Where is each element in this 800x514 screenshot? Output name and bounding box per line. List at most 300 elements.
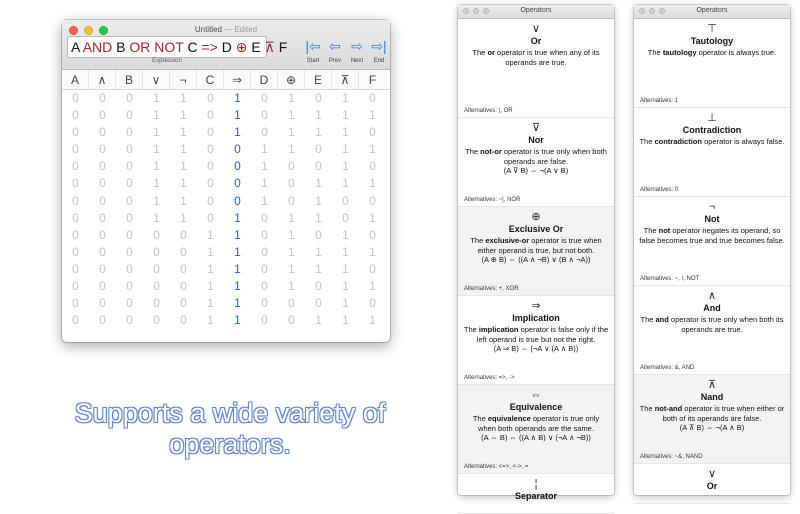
document-name: Untitled (194, 25, 222, 34)
table-cell: 0 (180, 227, 187, 242)
table-cell: 0 (126, 296, 133, 311)
operator-symbol-icon: ⇒ (531, 300, 541, 312)
table-cell: 0 (369, 193, 376, 208)
column-header[interactable]: ⊼ (332, 70, 359, 89)
column-header[interactable]: F (368, 73, 377, 87)
table-cell: 0 (99, 91, 106, 105)
operator-name: Or (706, 481, 718, 491)
table-cell: 1 (288, 108, 295, 123)
table-cell: 1 (342, 142, 349, 157)
description-text: The (472, 414, 488, 423)
operator-keyword: tautology (662, 48, 697, 57)
table-cell: 0 (180, 279, 187, 294)
operator-card[interactable] (458, 296, 614, 385)
table-cell: 1 (288, 227, 295, 242)
operator-card[interactable] (458, 118, 614, 207)
description-text: operator is true when either operand is true, but not both. (477, 236, 602, 255)
table-cell: 0 (72, 227, 79, 242)
table-cell: 0 (261, 91, 268, 105)
table-cell: 0 (207, 125, 214, 140)
table-cell: 1 (153, 125, 160, 140)
table-cell: 0 (369, 159, 376, 174)
table-row[interactable] (62, 158, 390, 175)
table-cell: 0 (72, 279, 79, 294)
table-cell: 0 (369, 227, 376, 242)
operator-name: Equivalence (509, 402, 563, 412)
expression-variable: F (278, 39, 288, 55)
operator-symbol-icon: ¬ (708, 201, 716, 213)
result-cell: 1 (234, 261, 241, 276)
table-cell: 0 (72, 159, 79, 174)
operator-name: Nand (700, 392, 724, 402)
table-row[interactable] (62, 124, 390, 141)
table-cell: 1 (288, 142, 295, 157)
description-text: The (472, 48, 488, 57)
table-cell: 0 (288, 176, 295, 191)
table-cell: 0 (153, 313, 160, 328)
table-row[interactable] (62, 261, 390, 278)
table-row[interactable] (62, 210, 390, 227)
table-cell: 0 (72, 244, 79, 259)
operator-symbol-icon: ⊼ (707, 379, 717, 391)
table-cell: 0 (369, 91, 376, 105)
operator-symbol-icon: ⊽ (531, 122, 541, 134)
table-cell: 1 (315, 210, 322, 225)
nav-end-arrow-icon: ⇨| (371, 38, 387, 54)
table-cell: 1 (153, 142, 160, 157)
table-cell: 0 (315, 142, 322, 157)
promo-caption: Supports a wide variety of operators. (74, 398, 386, 459)
description-text: operator is always false. (701, 137, 785, 146)
panel-title: Operators (696, 7, 728, 14)
description-text: operator is true when any of its operands are true. (494, 48, 600, 67)
operator-symbol-icon: ∨ (707, 468, 717, 480)
table-cell: 1 (342, 296, 349, 311)
table-cell: 1 (369, 313, 376, 328)
table-cell: 1 (207, 296, 214, 311)
table-cell: 1 (153, 91, 160, 105)
table-cell: 0 (315, 227, 322, 242)
operator-keyword: implication (478, 325, 519, 334)
operator-name: Exclusive Or (508, 224, 564, 234)
table-cell: 1 (342, 176, 349, 191)
table-cell: 0 (369, 125, 376, 140)
table-cell: 0 (72, 108, 79, 123)
table-cell: 0 (126, 142, 133, 157)
expression-operator: NOT (154, 39, 184, 55)
result-cell: 0 (234, 176, 241, 191)
table-cell: 0 (207, 159, 214, 174)
table-cell: 0 (315, 159, 322, 174)
table-cell: 0 (72, 296, 79, 311)
table-cell: 0 (99, 261, 106, 276)
result-cell: 0 (234, 142, 241, 157)
table-cell: 0 (72, 261, 79, 276)
table-row[interactable] (62, 227, 390, 244)
description-text: operator is true when either or both of its operands are false. (662, 404, 785, 423)
result-cell: 1 (234, 91, 241, 105)
table-cell: 0 (288, 159, 295, 174)
table-cell: 1 (261, 176, 268, 191)
table-cell: 1 (369, 108, 376, 123)
operator-alternatives: Alternatives: +, XOR (464, 286, 519, 292)
operator-keyword: not-or (480, 147, 502, 156)
operator-card[interactable] (634, 375, 790, 464)
nav-start-arrow-icon: |⇦ (305, 38, 321, 54)
operator-alternatives: Alternatives: 0 (640, 187, 679, 193)
table-cell: 0 (261, 296, 268, 311)
table-row[interactable] (62, 107, 390, 124)
operator-card[interactable] (458, 474, 614, 514)
operator-card[interactable] (634, 286, 790, 375)
expression-operator: OR (129, 39, 151, 55)
table-cell: 1 (342, 261, 349, 276)
table-cell: 1 (369, 142, 376, 157)
expression-variable: C (187, 39, 198, 55)
description-text: The (643, 226, 659, 235)
table-cell: 0 (261, 227, 268, 242)
table-cell: 0 (180, 261, 187, 276)
column-header[interactable]: ∧ (89, 70, 116, 89)
table-cell: 0 (288, 313, 295, 328)
nav-start-button[interactable] (302, 38, 324, 64)
table-cell: 0 (126, 279, 133, 294)
result-cell: 1 (234, 279, 241, 294)
table-row[interactable] (62, 193, 390, 210)
nav-next-arrow-icon: ⇨ (351, 38, 363, 54)
description-text: operator is true only when both operands are the same. (478, 414, 600, 433)
table-cell: 0 (126, 261, 133, 276)
table-cell: 1 (153, 210, 160, 225)
table-cell: 0 (126, 108, 133, 123)
table-cell: 0 (126, 176, 133, 191)
operator-name: Nor (528, 135, 544, 145)
table-cell: 0 (72, 193, 79, 208)
table-cell: 0 (72, 91, 79, 105)
table-cell: 1 (180, 108, 187, 123)
table-cell: 0 (180, 296, 187, 311)
operator-symbol-icon: ¦ (534, 478, 538, 490)
result-cell: 0 (234, 193, 241, 208)
expression-label: Expression (152, 58, 182, 64)
operator-alternatives: Alternatives: <=>, <->, = (464, 464, 529, 470)
operator-card[interactable] (634, 197, 790, 286)
table-cell: 1 (153, 176, 160, 191)
table-cell: 0 (126, 210, 133, 225)
operator-keyword: exclusive-or (485, 236, 530, 245)
table-cell: 1 (261, 159, 268, 174)
table-cell: 1 (315, 176, 322, 191)
operator-alternatives: Alternatives: &, AND (640, 365, 695, 371)
expression-operator: => (201, 39, 218, 55)
nav-label: Start (306, 58, 320, 64)
operator-name: Not (704, 214, 720, 224)
table-row[interactable] (62, 295, 390, 312)
operator-keyword: contradiction (654, 137, 702, 146)
window-title (62, 25, 390, 34)
description-text: The (639, 404, 655, 413)
description-text: operator is true only when both its operands are true. (668, 315, 784, 334)
operator-alternatives: Alternatives: 1 (640, 98, 679, 104)
description-text: operator is always true. (696, 48, 777, 57)
operator-description (463, 414, 609, 433)
table-cell: 1 (342, 244, 349, 259)
table-cell: 1 (207, 227, 214, 242)
operator-name: Contradiction (682, 125, 742, 135)
table-cell: 0 (126, 227, 133, 242)
table-cell: 1 (180, 210, 187, 225)
table-cell: 0 (126, 91, 133, 105)
table-cell: 0 (261, 108, 268, 123)
result-cell: 1 (234, 296, 241, 311)
table-cell: 0 (261, 313, 268, 328)
operator-description (639, 137, 785, 147)
table-cell: 1 (342, 108, 349, 123)
table-cell: 0 (207, 210, 214, 225)
table-cell: 1 (315, 313, 322, 328)
table-cell: 1 (342, 279, 349, 294)
operator-card[interactable] (458, 385, 614, 474)
table-cell: 1 (342, 91, 349, 105)
expression-variable: E (251, 39, 261, 55)
table-cell: 0 (288, 296, 295, 311)
description-text: The (647, 48, 663, 57)
operator-formula: (A ⊼ B) ⇔ ¬(A ∧ B) (679, 423, 745, 432)
column-header[interactable]: D (251, 70, 278, 89)
table-cell: 0 (99, 296, 106, 311)
description-text: The (465, 147, 481, 156)
table-cell: 0 (288, 193, 295, 208)
table-cell: 0 (261, 210, 268, 225)
table-cell: 0 (72, 125, 79, 140)
operator-symbol-icon: ⇔ (530, 389, 542, 401)
edited-indicator: — Edited (224, 25, 258, 34)
table-cell: 1 (180, 91, 187, 105)
table-cell: 0 (207, 142, 214, 157)
table-cell: 1 (288, 261, 295, 276)
operator-name: Implication (512, 313, 560, 323)
nav-prev-button[interactable] (324, 38, 346, 64)
table-cell: 0 (99, 227, 106, 242)
expression-operator: ⊼ (264, 39, 275, 55)
table-cell: 0 (153, 244, 160, 259)
table-cell: 0 (99, 108, 106, 123)
operator-alternatives: Alternatives: ~&, NAND (640, 454, 703, 460)
operator-keyword: equivalence (487, 414, 531, 423)
window-titlebar (62, 20, 390, 70)
operator-symbol-icon: ∧ (707, 290, 717, 302)
operator-description (639, 404, 785, 423)
table-row[interactable] (62, 90, 390, 107)
operator-card[interactable] (634, 464, 790, 504)
table-row[interactable] (62, 244, 390, 261)
description-text: The (639, 137, 655, 146)
table-cell: 0 (261, 279, 268, 294)
table-cell: 0 (315, 296, 322, 311)
table-cell: 0 (261, 261, 268, 276)
table-cell: 1 (153, 159, 160, 174)
column-header[interactable]: ¬ (170, 70, 197, 89)
table-cell: 1 (288, 244, 295, 259)
table-cell: 1 (261, 193, 268, 208)
table-cell: 1 (342, 313, 349, 328)
operator-symbol-icon: ∨ (531, 23, 541, 35)
column-header[interactable]: A (62, 70, 89, 89)
table-cell: 1 (288, 279, 295, 294)
operator-description (463, 325, 609, 344)
table-cell: 0 (207, 108, 214, 123)
column-header[interactable]: ⇒ (224, 70, 251, 89)
table-cell: 1 (207, 279, 214, 294)
table-cell: 1 (369, 244, 376, 259)
result-cell: 1 (234, 210, 241, 225)
table-cell: 1 (315, 125, 322, 140)
result-cell: 1 (234, 108, 241, 123)
column-header[interactable]: ∨ (143, 70, 170, 89)
table-cell: 1 (288, 125, 295, 140)
table-cell: 1 (207, 244, 214, 259)
operator-alternatives: Alternatives: ~, !, NOT (640, 276, 700, 282)
table-cell: 0 (72, 313, 79, 328)
expression-variable: D (221, 39, 232, 55)
table-cell: 0 (72, 176, 79, 191)
table-row[interactable] (62, 278, 390, 295)
column-header[interactable]: C (197, 70, 224, 89)
expression-input[interactable] (67, 36, 288, 58)
operator-description (463, 147, 609, 166)
table-cell: 0 (153, 261, 160, 276)
table-cell: 0 (99, 279, 106, 294)
table-cell: 1 (180, 125, 187, 140)
table-cell: 0 (126, 125, 133, 140)
table-cell: 1 (261, 142, 268, 157)
table-cell: 0 (207, 193, 214, 208)
nav-label: Next (350, 58, 364, 64)
expression-operator: ⊕ (235, 39, 248, 55)
table-cell: 0 (99, 244, 106, 259)
table-cell: 0 (99, 142, 106, 157)
table-cell: 1 (369, 279, 376, 294)
operator-formula: (A ⇔ B) ⇔ ((A ∧ B) ∨ (¬A ∧ ¬B)) (481, 433, 591, 442)
panel-titlebar (458, 5, 614, 19)
operators-panel-left (458, 5, 614, 501)
nav-next-button[interactable] (346, 38, 368, 64)
operator-formula: (A ⊽ B) ⇔ ¬(A ∨ B) (503, 166, 569, 175)
table-cell: 1 (153, 108, 160, 123)
table-cell: 1 (180, 193, 187, 208)
operator-formula: (A ⊕ B) ⇔ ((A ∧ ¬B) ∨ (B ∧ ¬A)) (481, 255, 591, 264)
operator-symbol-icon: ⊥ (707, 112, 717, 124)
table-cell: 1 (315, 244, 322, 259)
operator-description (463, 236, 609, 255)
table-cell: 0 (153, 279, 160, 294)
table-cell: 0 (180, 313, 187, 328)
table-cell: 1 (342, 159, 349, 174)
table-cell: 0 (99, 159, 106, 174)
table-cell: 0 (369, 261, 376, 276)
table-cell: 1 (369, 176, 376, 191)
operator-card[interactable] (458, 19, 614, 118)
table-cell: 0 (180, 244, 187, 259)
column-header[interactable]: ⊕ (278, 70, 305, 89)
panel-title: Operators (520, 7, 552, 14)
description-text: operator is false only if the left operand is true but not the right. (476, 325, 609, 344)
table-cell: 0 (315, 91, 322, 105)
description-text: operator negates its operand, so false becomes true and true becomes false. (639, 226, 785, 245)
operator-formula: (A ⇒ B) ⇔ (¬A ∨ (A ∧ B)) (493, 344, 579, 353)
table-cell: 0 (342, 210, 349, 225)
truth-table-window (62, 20, 390, 342)
description-text: The (463, 325, 479, 334)
operator-keyword: and (655, 315, 669, 324)
operator-alternatives: Alternatives: ~|, NOR (464, 197, 521, 203)
expression-operator: AND (82, 39, 113, 55)
operator-description (639, 315, 785, 334)
table-cell: 0 (153, 296, 160, 311)
operator-keyword: not-and (654, 404, 683, 413)
table-cell: 0 (207, 91, 214, 105)
nav-end-button[interactable] (368, 38, 390, 64)
description-text: The (470, 236, 486, 245)
table-cell: 1 (315, 193, 322, 208)
column-header[interactable]: E (305, 70, 332, 89)
nav-label: End (373, 58, 385, 64)
table-cell: 1 (342, 227, 349, 242)
operator-name: Separator (514, 491, 558, 501)
operator-alternatives: Alternatives: =>, -> (464, 375, 515, 381)
table-row[interactable] (62, 141, 390, 158)
description-text: The (640, 315, 656, 324)
truth-table-header (62, 70, 390, 90)
operator-keyword: not (658, 226, 671, 235)
operator-name: Tautology (690, 36, 734, 46)
operator-card[interactable] (634, 19, 790, 108)
table-row[interactable] (62, 175, 390, 192)
table-cell: 0 (342, 193, 349, 208)
table-cell: 0 (126, 313, 133, 328)
table-cell: 1 (342, 125, 349, 140)
table-row[interactable] (62, 312, 390, 329)
table-cell: 0 (315, 279, 322, 294)
table-cell: 0 (99, 125, 106, 140)
operator-card[interactable] (458, 207, 614, 296)
operator-name: Or (530, 36, 542, 46)
table-cell: 0 (99, 210, 106, 225)
operators-panel-right (634, 5, 790, 495)
truth-table-body[interactable] (62, 90, 390, 329)
table-cell: 1 (180, 159, 187, 174)
table-cell: 1 (180, 142, 187, 157)
table-cell: 1 (315, 261, 322, 276)
table-cell: 0 (126, 193, 133, 208)
column-header[interactable]: B (116, 70, 143, 89)
table-cell: 0 (153, 227, 160, 242)
table-cell: 0 (99, 193, 106, 208)
operator-symbol-icon: ⊕ (531, 211, 541, 223)
table-cell: 0 (72, 210, 79, 225)
table-cell: 0 (261, 125, 268, 140)
operator-card[interactable] (634, 108, 790, 197)
table-cell: 1 (153, 193, 160, 208)
table-cell: 0 (99, 176, 106, 191)
description-text: operator is true only when both operands are false. (501, 147, 607, 166)
expression-variable: A (71, 39, 80, 55)
result-cell: 0 (234, 159, 241, 174)
table-cell: 1 (180, 176, 187, 191)
result-cell: 1 (234, 313, 241, 328)
table-cell: 0 (207, 176, 214, 191)
result-cell: 1 (234, 244, 241, 259)
